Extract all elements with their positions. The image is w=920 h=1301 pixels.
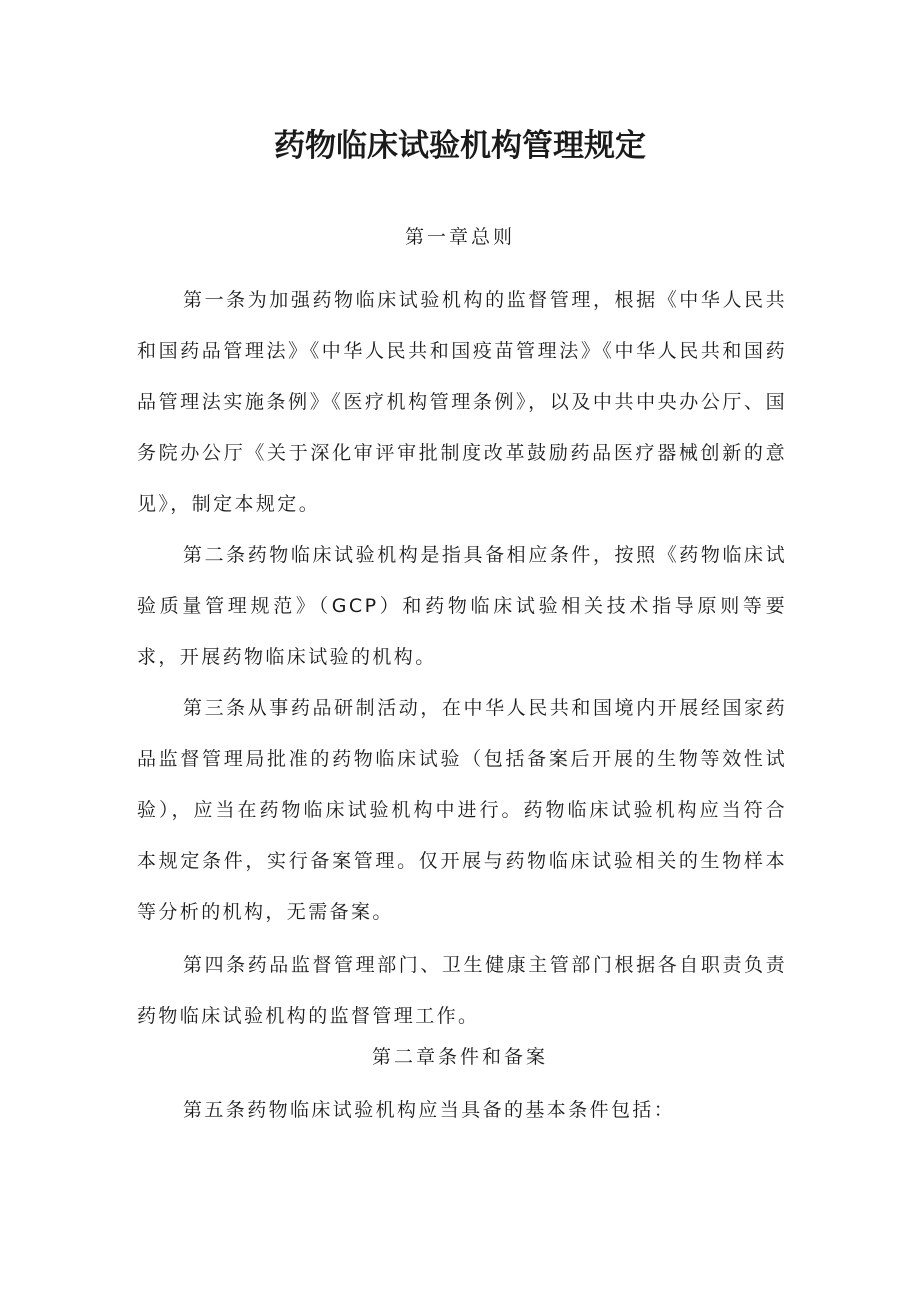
article-3: 第三条从事药品研制活动，在中华人民共和国境内开展经国家药品监督管理局批准的药物临床试验（包括备案后开展的生物等效性试验），应当在药物临床试验机构中进行。药物临床试验机构应当符合本规定条件，实行备案管理。仅开展与药物临床试验相关的生物样本等分析的机构，无需备案。 bbox=[137, 697, 787, 923]
document-title: 药物临床试验机构管理规定 bbox=[274, 128, 646, 164]
article-5: 第五条药物临床试验机构应当具备的基本条件包括： bbox=[183, 1099, 676, 1121]
chapter-2-heading: 第二章条件和备案 bbox=[371, 1046, 548, 1068]
article-1: 第一条为加强药物临床试验机构的监督管理，根据《中华人民共和国药品管理法》《中华人民共和国疫苗管理法》《中华人民共和国药品管理法实施条例》《医疗机构管理条例》，以及中共中央办公厅、国务院办公厅《关于深化审评审批制度改革鼓励药品医疗器械创新的意见》，制定本规定。 bbox=[137, 289, 787, 515]
article-4: 第四条药品监督管理部门、卫生健康主管部门根据各自职责负责药物临床试验机构的监督管理工作。 bbox=[137, 954, 787, 1027]
chapter-1-heading: 第一章总则 bbox=[404, 226, 515, 248]
article-2: 第二条药物临床试验机构是指具备相应条件，按照《药物临床试验质量管理规范》（GCP）和药物临床试验相关技术指导原则等要求，开展药物临床试验的机构。 bbox=[137, 544, 787, 668]
